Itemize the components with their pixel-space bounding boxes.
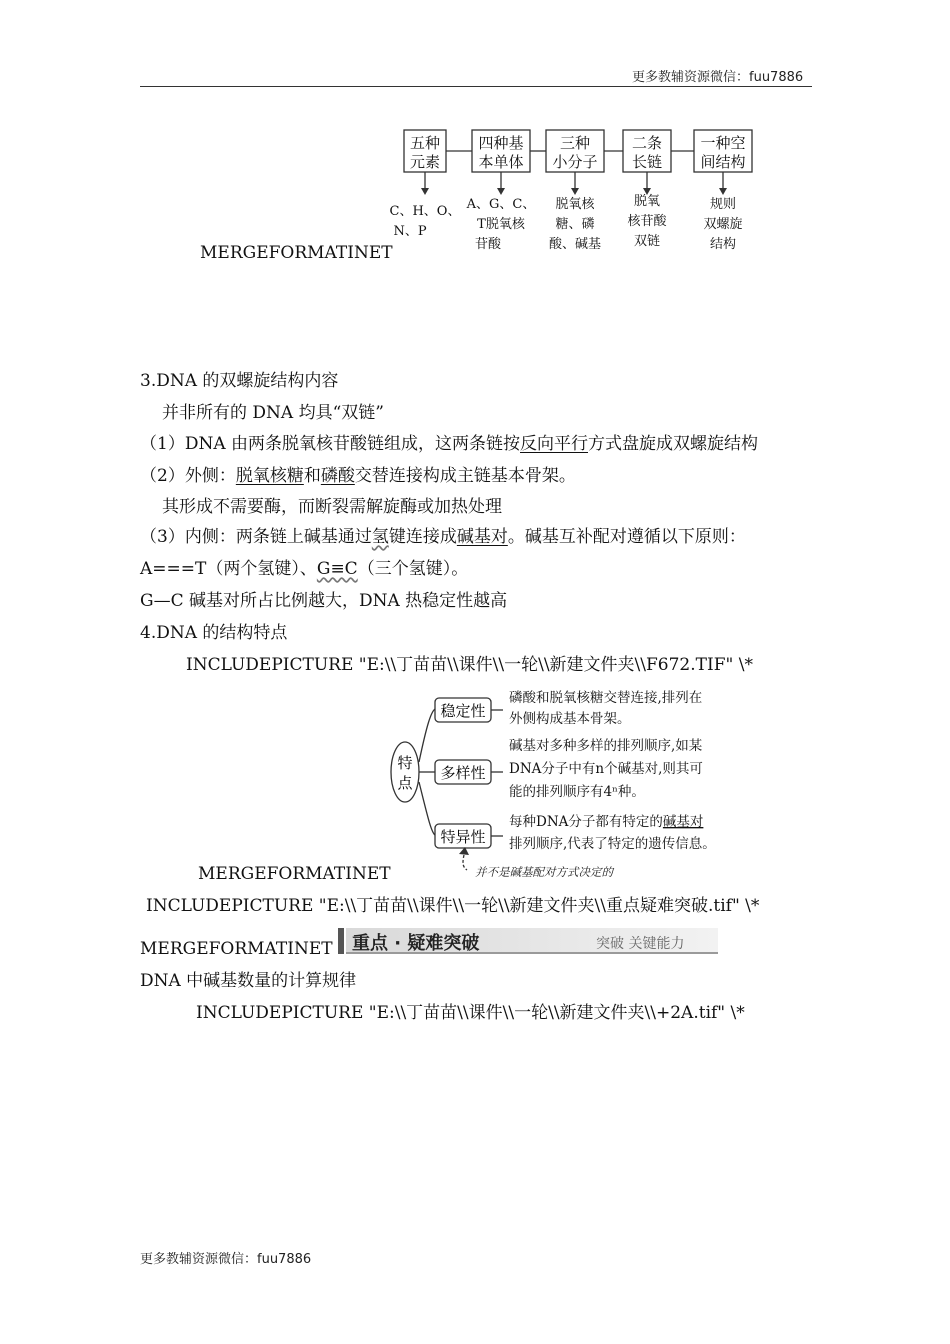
center-label-2: 点 xyxy=(397,774,413,792)
field-code-1: MERGEFORMATINET xyxy=(200,243,393,263)
below-structure-2: 双螺旋 xyxy=(703,217,743,232)
box-structure-line1: 一种空 xyxy=(700,134,746,152)
section-3-title: 3.DNA 的双螺旋结构内容 xyxy=(140,371,339,391)
diversity-desc-3: 能的排列顺序有4ⁿ种。 xyxy=(509,784,645,800)
dna-structure-figure xyxy=(380,120,780,260)
specificity-desc-2: 排列顺序,代表了特定的遗传信息。 xyxy=(509,836,716,852)
arrow-down-icon xyxy=(571,188,579,195)
label-diversity: 多样性 xyxy=(440,764,486,782)
banner-subtitle: 突破 关键能力 xyxy=(596,936,685,952)
para-3-2: （2）外侧：脱氧核糖和磷酸交替连接构成主链基本骨架。 xyxy=(140,466,576,486)
below-monomers-1: A、G、C、 xyxy=(466,197,536,212)
center-label-1: 特 xyxy=(397,754,413,772)
para-3-1: （1）DNA 由两条脱氧核苷酸链组成，这两条链按反向平行方式盘旋成双螺旋结构 xyxy=(140,434,759,454)
diversity-desc-1: 碱基对多种多样的排列顺序,如某 xyxy=(509,738,703,754)
label-stability: 稳定性 xyxy=(440,702,486,720)
include-picture-2: INCLUDEPICTURE "E:\\丁苗苗\\课件\\一轮\\新建文件夹\\重点疑难突破.tif" \* xyxy=(146,896,760,916)
branch-top xyxy=(419,709,435,762)
below-small-2: 糖、磷 xyxy=(555,217,595,232)
box-structure-line2: 间结构 xyxy=(700,153,746,171)
branch-bottom xyxy=(419,782,435,835)
field-code-2: MERGEFORMATINET xyxy=(198,864,391,884)
dna-features-figure xyxy=(385,684,785,884)
diversity-desc-2: DNA分子中有n个碱基对,则其可 xyxy=(509,761,703,777)
arrow-down-icon xyxy=(497,188,505,195)
box-elements-line1: 五种 xyxy=(409,134,441,152)
below-monomers-2: T脱氧核 xyxy=(477,217,525,232)
note-enzyme: 其形成不需要酶，而断裂需解旋酶或加热处理 xyxy=(162,497,502,517)
field-code-3: MERGEFORMATINET xyxy=(140,939,333,959)
note-double-chain: 并非所有的 DNA 均具“双链” xyxy=(162,403,384,423)
note-gc-stability: G—C 碱基对所占比例越大，DNA 热稳定性越高 xyxy=(140,591,508,611)
para-3-3: （3）内侧：两条链上碱基通过氢键连接成碱基对。碱基互补配对遵循以下原则： xyxy=(140,527,746,547)
section-4-title: 4.DNA 的结构特点 xyxy=(140,623,288,643)
box-chains-line2: 长链 xyxy=(631,153,663,171)
below-small-1: 脱氧核 xyxy=(555,197,595,212)
center-oval xyxy=(391,742,419,802)
page-header: 更多教辅资源微信：fuu7886 xyxy=(632,70,804,85)
box-elements-line2: 元素 xyxy=(409,153,441,171)
box-small-molecules-line1: 三种 xyxy=(559,134,591,152)
below-chains-2: 核苷酸 xyxy=(627,214,667,229)
box-small-molecules-line2: 小分子 xyxy=(552,153,598,171)
banner-title: 重点 · 疑难突破 xyxy=(352,933,480,954)
below-chains-3: 双链 xyxy=(633,234,661,249)
below-elements-1: C、H、O、 xyxy=(389,204,461,219)
handwritten-note: 并不是碱基配对方式决定的 xyxy=(475,865,613,879)
below-structure-3: 结构 xyxy=(709,237,737,252)
box-chains-line1: 二条 xyxy=(631,134,663,152)
stability-desc-2: 外侧构成基本骨架。 xyxy=(509,711,631,727)
page-footer: 更多教辅资源微信：fuu7886 xyxy=(140,1252,312,1267)
arrow-down-icon xyxy=(719,188,727,195)
banner-accent-bar xyxy=(338,928,344,954)
include-picture-1: INCLUDEPICTURE "E:\\丁苗苗\\课件\\一轮\\新建文件夹\\F672.TIF" \* xyxy=(186,655,753,675)
below-structure-1: 规则 xyxy=(709,197,737,212)
below-monomers-3: 苷酸 xyxy=(474,237,502,252)
below-small-3: 酸、碱基 xyxy=(548,237,602,252)
stability-desc-1: 磷酸和脱氧核糖交替连接,排列在 xyxy=(509,690,703,706)
box-monomers-line2: 本单体 xyxy=(478,153,524,171)
include-picture-3: INCLUDEPICTURE "E:\\丁苗苗\\课件\\一轮\\新建文件夹\\+2A.tif" \* xyxy=(196,1003,745,1023)
header-rule xyxy=(140,86,812,87)
arrow-down-icon xyxy=(421,188,429,195)
key-difficulty-banner xyxy=(338,928,718,954)
specificity-desc-1: 每种DNA分子都有特定的碱基对 xyxy=(509,814,704,830)
box-monomers-line1: 四种基 xyxy=(478,134,524,152)
base-count-heading: DNA 中碱基数量的计算规律 xyxy=(140,971,357,991)
label-specificity: 特异性 xyxy=(440,828,486,846)
para-3-4: A===T（两个氢键）、G≡C（三个氢键）。 xyxy=(140,559,469,579)
below-elements-2: N、P xyxy=(393,224,427,239)
below-chains-1: 脱氧 xyxy=(633,194,661,209)
